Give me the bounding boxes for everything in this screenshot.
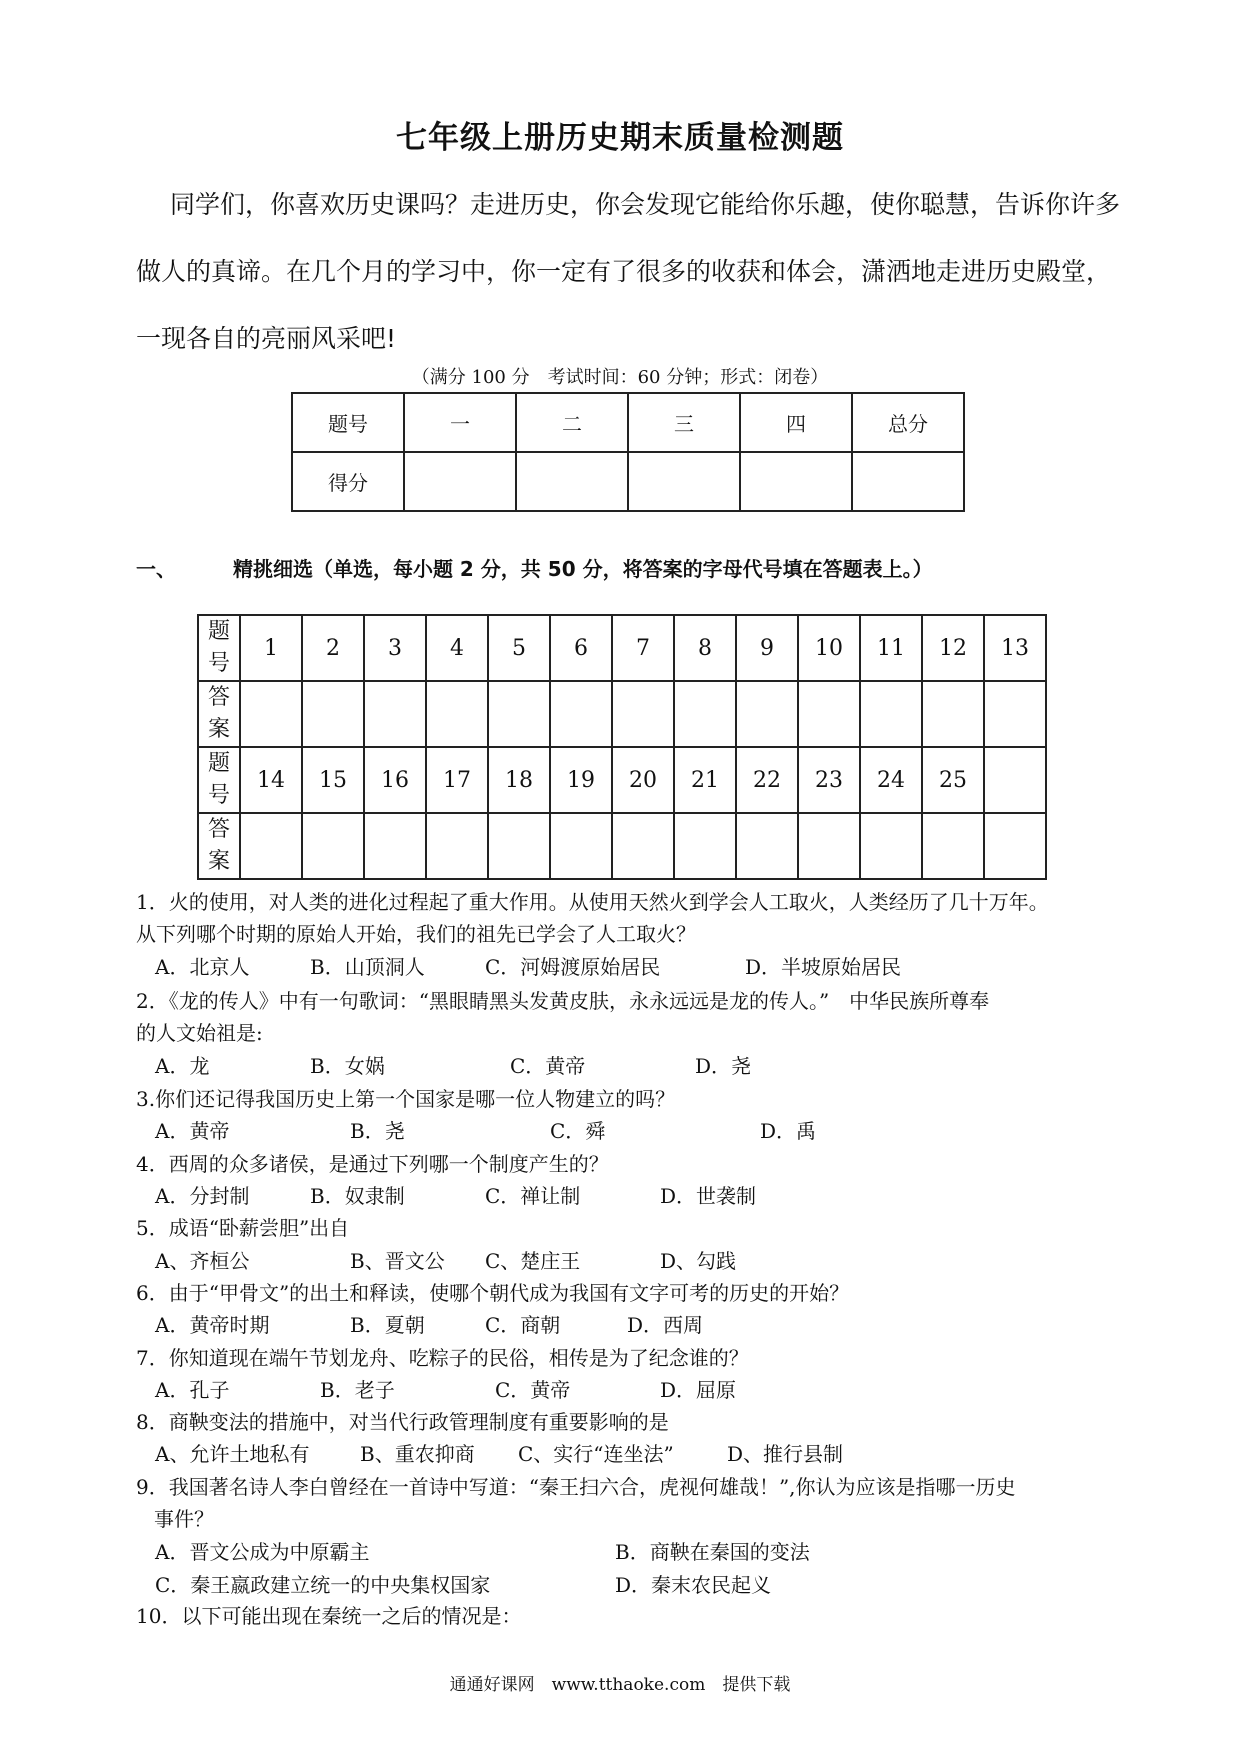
answer-cell[interactable] [612, 813, 674, 879]
question-5-option: A、齐桓公 [155, 1249, 250, 1273]
score-header-cell: 总分 [852, 393, 964, 452]
score-header-cell: 三 [628, 393, 740, 452]
question-1-option: A．北京人 [155, 955, 250, 979]
answer-cell[interactable] [674, 813, 736, 879]
question-9-option: C．秦王嬴政建立统一的中央集权国家 [155, 1573, 491, 1597]
score-row-label: 得分 [292, 452, 404, 511]
question-9-option: D．秦末农民起义 [615, 1573, 772, 1597]
score-header-cell: 一 [404, 393, 516, 452]
score-cell[interactable] [740, 452, 852, 511]
answer-cell[interactable] [488, 681, 550, 747]
question-number-cell: 7 [612, 615, 674, 681]
question-6-option: C．商朝 [485, 1313, 561, 1337]
question-3-stem: 3.你们还记得我国历史上第一个国家是哪一位人物建立的吗？ [136, 1087, 676, 1111]
question-8-option: A、允许土地私有 [155, 1442, 310, 1466]
question-number-cell [984, 747, 1046, 813]
question-number-cell: 20 [612, 747, 674, 813]
question-number-cell: 11 [860, 615, 922, 681]
question-4-stem: 4．西周的众多诸侯，是通过下列哪一个制度产生的？ [136, 1152, 609, 1176]
question-7-option: B．老子 [320, 1378, 395, 1402]
score-header-cell: 二 [516, 393, 628, 452]
answer-cell[interactable] [302, 813, 364, 879]
section-1-number: 一、 [136, 557, 176, 581]
answer-cell[interactable] [302, 681, 364, 747]
question-6-option: A．黄帝时期 [155, 1313, 270, 1337]
score-cell[interactable] [516, 452, 628, 511]
question-10-stem: 10．以下可能出现在秦统一之后的情况是： [136, 1604, 522, 1628]
question-7-option: A．孔子 [155, 1378, 230, 1402]
question-2-stem-cont: 的人文始祖是: [136, 1021, 263, 1045]
answer-cell[interactable] [550, 681, 612, 747]
question-3-option: C．舜 [550, 1119, 606, 1143]
question-number-cell: 24 [860, 747, 922, 813]
question-number-cell: 8 [674, 615, 736, 681]
question-5-stem: 5．成语“卧薪尝胆”出自 [136, 1216, 350, 1240]
answer-table-q-label: 题号 [198, 615, 240, 681]
question-number-cell: 16 [364, 747, 426, 813]
question-2-option: D．尧 [695, 1054, 752, 1078]
question-4-option: A．分封制 [155, 1184, 250, 1208]
score-table [291, 392, 965, 512]
exam-note: （满分 100 分 考试时间：60 分钟；形式：闭卷） [411, 367, 829, 388]
question-5-option: D、勾践 [660, 1249, 737, 1273]
question-7-option: D．屈原 [660, 1378, 737, 1402]
question-1-option: B．山顶洞人 [310, 955, 425, 979]
question-number-cell: 9 [736, 615, 798, 681]
question-3-option: D．禹 [760, 1119, 817, 1143]
answer-cell[interactable] [736, 681, 798, 747]
page-title: 七年级上册历史期末质量检测题 [396, 120, 844, 156]
question-7-option: C．黄帝 [495, 1378, 571, 1402]
question-number-cell: 17 [426, 747, 488, 813]
score-cell[interactable] [404, 452, 516, 511]
question-3-option: B．尧 [350, 1119, 405, 1143]
answer-cell[interactable] [860, 681, 922, 747]
footer: 通通好课网 www.tthaoke.com 提供下载 [449, 1675, 791, 1695]
question-9-option: A．晋文公成为中原霸主 [155, 1540, 370, 1564]
answer-cell[interactable] [922, 813, 984, 879]
question-6-stem: 6．由于“甲骨文”的出土和释读，使哪个朝代成为我国有文字可考的历史的开始？ [136, 1281, 850, 1305]
answer-cell[interactable] [922, 681, 984, 747]
section-1-title: 精挑细选（单选，每小题 2 分，共 50 分，将答案的字母代号填在答题表上。） [232, 557, 933, 581]
answer-cell[interactable] [426, 813, 488, 879]
answer-cell[interactable] [550, 813, 612, 879]
question-4-option: C．禅让制 [485, 1184, 581, 1208]
question-4-option: D．世袭制 [660, 1184, 757, 1208]
answer-cell[interactable] [612, 681, 674, 747]
question-1-stem: 1．火的使用，对人类的进化过程起了重大作用。从使用天然火到学会人工取火，人类经历了几十万年。 [136, 890, 1049, 914]
answer-cell[interactable] [364, 681, 426, 747]
question-number-cell: 15 [302, 747, 364, 813]
score-header-cell: 四 [740, 393, 852, 452]
answer-cell[interactable] [674, 681, 736, 747]
answer-cell[interactable] [364, 813, 426, 879]
question-number-cell: 21 [674, 747, 736, 813]
question-1-stem-cont: 从下列哪个时期的原始人开始，我们的祖先已学会了人工取火？ [136, 922, 696, 946]
answer-table-a-label: 答案 [198, 813, 240, 879]
question-number-cell: 25 [922, 747, 984, 813]
answer-table [197, 614, 1047, 880]
answer-cell[interactable] [736, 813, 798, 879]
answer-cell[interactable] [860, 813, 922, 879]
question-1-option: C．河姆渡原始居民 [485, 955, 661, 979]
question-2-option: B．女娲 [310, 1054, 385, 1078]
question-9-stem-cont: 事件？ [154, 1507, 214, 1531]
question-8-option: D、推行县制 [727, 1442, 844, 1466]
question-4-option: B．奴隶制 [310, 1184, 405, 1208]
question-8-option: B、重农抑商 [360, 1442, 475, 1466]
question-number-cell: 14 [240, 747, 302, 813]
question-1-option: D．半坡原始居民 [745, 955, 902, 979]
intro-line-2: 做人的真谛。在几个月的学习中，你一定有了很多的收获和体会，潇洒地走进历史殿堂， [136, 257, 1112, 286]
question-6-option: B．夏朝 [350, 1313, 425, 1337]
intro-line-1: 同学们，你喜欢历史课吗？走进历史，你会发现它能给你乐趣，使你聪慧，告诉你许多 [170, 190, 1121, 219]
section-1-heading [136, 553, 933, 582]
question-number-cell: 10 [798, 615, 860, 681]
answer-table-q-label: 题号 [198, 747, 240, 813]
question-number-cell: 19 [550, 747, 612, 813]
question-number-cell: 6 [550, 615, 612, 681]
answer-table-a-label: 答案 [198, 681, 240, 747]
question-9-option: B．商鞅在秦国的变法 [615, 1540, 810, 1564]
answer-cell[interactable] [240, 813, 302, 879]
question-5-option: C、楚庄王 [485, 1249, 581, 1273]
question-2-option: A．龙 [155, 1054, 210, 1078]
score-header-cell: 题号 [292, 393, 404, 452]
score-cell[interactable] [852, 452, 964, 511]
question-number-cell: 12 [922, 615, 984, 681]
question-8-stem: 8．商鞅变法的措施中，对当代行政管理制度有重要影响的是 [136, 1410, 669, 1434]
question-number-cell: 22 [736, 747, 798, 813]
intro-line-3: 一现各自的亮丽风采吧! [136, 324, 397, 353]
question-number-cell: 3 [364, 615, 426, 681]
question-6-option: D．西周 [627, 1313, 704, 1337]
answer-cell[interactable] [426, 681, 488, 747]
answer-cell[interactable] [240, 681, 302, 747]
answer-cell[interactable] [798, 813, 860, 879]
question-number-cell: 5 [488, 615, 550, 681]
answer-cell[interactable] [798, 681, 860, 747]
question-number-cell: 4 [426, 615, 488, 681]
question-2-stem: 2．《龙的传人》中有一句歌词：“黑眼睛黑头发黄皮肤，永永远远是龙的传人。” 中华民族所尊奉 [136, 989, 990, 1013]
question-5-option: B、晋文公 [350, 1249, 445, 1273]
answer-cell[interactable] [984, 813, 1046, 879]
question-number-cell: 2 [302, 615, 364, 681]
question-8-option: C、实行“连坐法” [518, 1442, 674, 1466]
question-number-cell: 13 [984, 615, 1046, 681]
question-number-cell: 1 [240, 615, 302, 681]
question-number-cell: 23 [798, 747, 860, 813]
question-9-stem: 9．我国著名诗人李白曾经在一首诗中写道：“秦王扫六合，虎视何雄哉！”,你认为应该是指哪一历史 [136, 1475, 1016, 1499]
question-2-option: C．黄帝 [510, 1054, 586, 1078]
question-7-stem: 7．你知道现在端午节划龙舟、吃粽子的民俗，相传是为了纪念谁的？ [136, 1346, 749, 1370]
question-number-cell: 18 [488, 747, 550, 813]
question-3-option: A．黄帝 [155, 1119, 230, 1143]
answer-cell[interactable] [488, 813, 550, 879]
answer-cell[interactable] [984, 681, 1046, 747]
score-cell[interactable] [628, 452, 740, 511]
